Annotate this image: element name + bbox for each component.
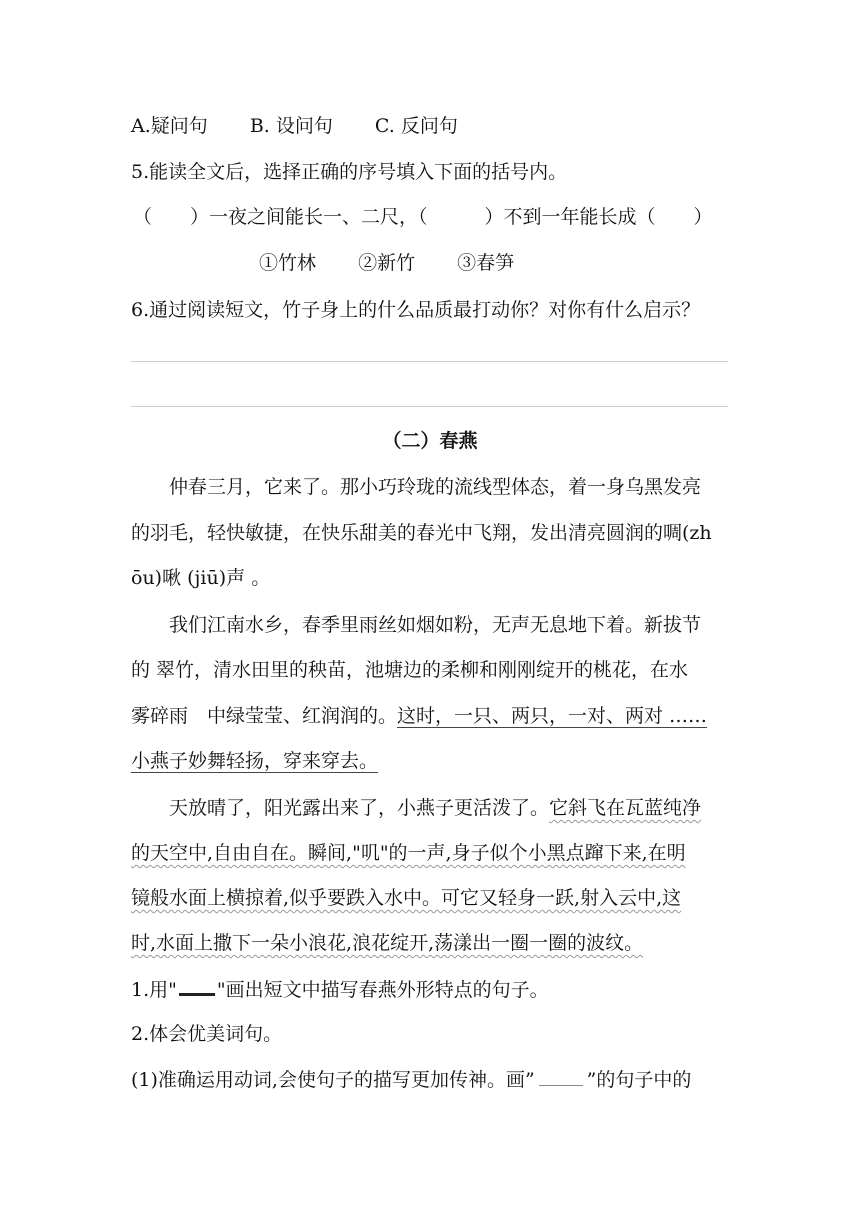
wavy-sentence-part-1: 它斜飞在瓦蓝纯净 bbox=[549, 797, 702, 819]
q6-question: 6.通过阅读短文，竹子身上的什么品质最打动你？对你有什么启示？ bbox=[131, 299, 701, 321]
section-title: （二）春燕 bbox=[382, 430, 478, 452]
p1-line-1: 仲春三月，它来了。那小巧玲珑的流线型体态，着一身乌黑发亮 bbox=[131, 476, 702, 498]
q5-sentence: （ ）一夜之间能长一、二尺，（ ）不到一年能长成（ ） bbox=[133, 206, 713, 228]
q2-1-suffix: ”的句子中的 bbox=[586, 1069, 692, 1091]
p2-line-4 bbox=[131, 747, 731, 775]
p2-line-2: 的 翠竹，清水田里的秧苗，池塘边的柔柳和刚刚绽开的桃花，在水 bbox=[131, 659, 689, 681]
p3-line-3 bbox=[131, 884, 731, 912]
p2-line-1: 我们江南水乡，春季里雨丝如烟如粉，无声无息地下着。新拔节 bbox=[131, 614, 702, 636]
p3-line-1-text: 天放晴了，阳光露出来了，小燕子更活泼了。 bbox=[131, 797, 550, 819]
wavy-sentence-part-4: 时,水面上撒下一朵小浪花,浪花绽开,荡漾出一圈一圈的波纹。 bbox=[131, 932, 644, 954]
q1-suffix: "画出短文中描写春燕外形特点的句子。 bbox=[216, 979, 549, 1001]
p3-line-1 bbox=[131, 794, 731, 822]
choice-3: ③春笋 bbox=[457, 252, 515, 274]
question-2-1 bbox=[131, 1066, 731, 1094]
q5-stem: 5.能读全文后，选择正确的序号填入下面的括号内。 bbox=[131, 161, 568, 183]
q5-choices bbox=[259, 249, 859, 277]
p2-line-3-text: 雾碎雨 中绿莹莹、红润润的。 bbox=[131, 705, 398, 727]
q2-1-prefix: (1)准确运用动词,会使句子的描写更加传神。画” bbox=[131, 1069, 535, 1091]
p3-line-2 bbox=[131, 839, 731, 867]
option-b: B. 设问句 bbox=[249, 115, 333, 137]
p1-line-3: ōu)啾 (jiū)声 。 bbox=[131, 567, 271, 589]
answer-line-1 bbox=[131, 361, 728, 362]
underlined-sentence-part-1: 这时，一只、两只，一对、两对 …… bbox=[397, 705, 708, 727]
question-1 bbox=[131, 975, 731, 1004]
choice-1: ①竹林 bbox=[259, 252, 317, 274]
option-c: C. 反问句 bbox=[374, 115, 458, 137]
p2-line-3 bbox=[131, 702, 731, 730]
answer-line-2 bbox=[131, 406, 728, 407]
question-2: 2.体会优美词句。 bbox=[131, 1023, 283, 1045]
underlined-sentence-part-2: 小燕子妙舞轻扬，穿来穿去。 bbox=[131, 750, 379, 772]
choice-2: ②新竹 bbox=[358, 252, 416, 274]
p3-line-4 bbox=[131, 929, 731, 957]
q4-options bbox=[131, 112, 731, 140]
wavy-sentence-part-2: 的天空中,自由自在。瞬间,"叽"的一声,身子似个小黑点蹿下来,在明 bbox=[131, 842, 686, 864]
p1-line-2: 的羽毛，轻快敏捷，在快乐甜美的春光中飞翔，发出清亮圆润的啁(zh bbox=[131, 522, 712, 544]
option-a: A.疑问句 bbox=[131, 115, 208, 137]
q1-prefix: 1.用" bbox=[131, 979, 177, 1001]
underline-mark bbox=[539, 1067, 583, 1086]
straight-line-mark bbox=[179, 975, 215, 996]
wavy-sentence-part-3: 镜般水面上横掠着,似乎要跌入水中。可它又轻身一跃,射入云中,这 bbox=[131, 887, 682, 909]
